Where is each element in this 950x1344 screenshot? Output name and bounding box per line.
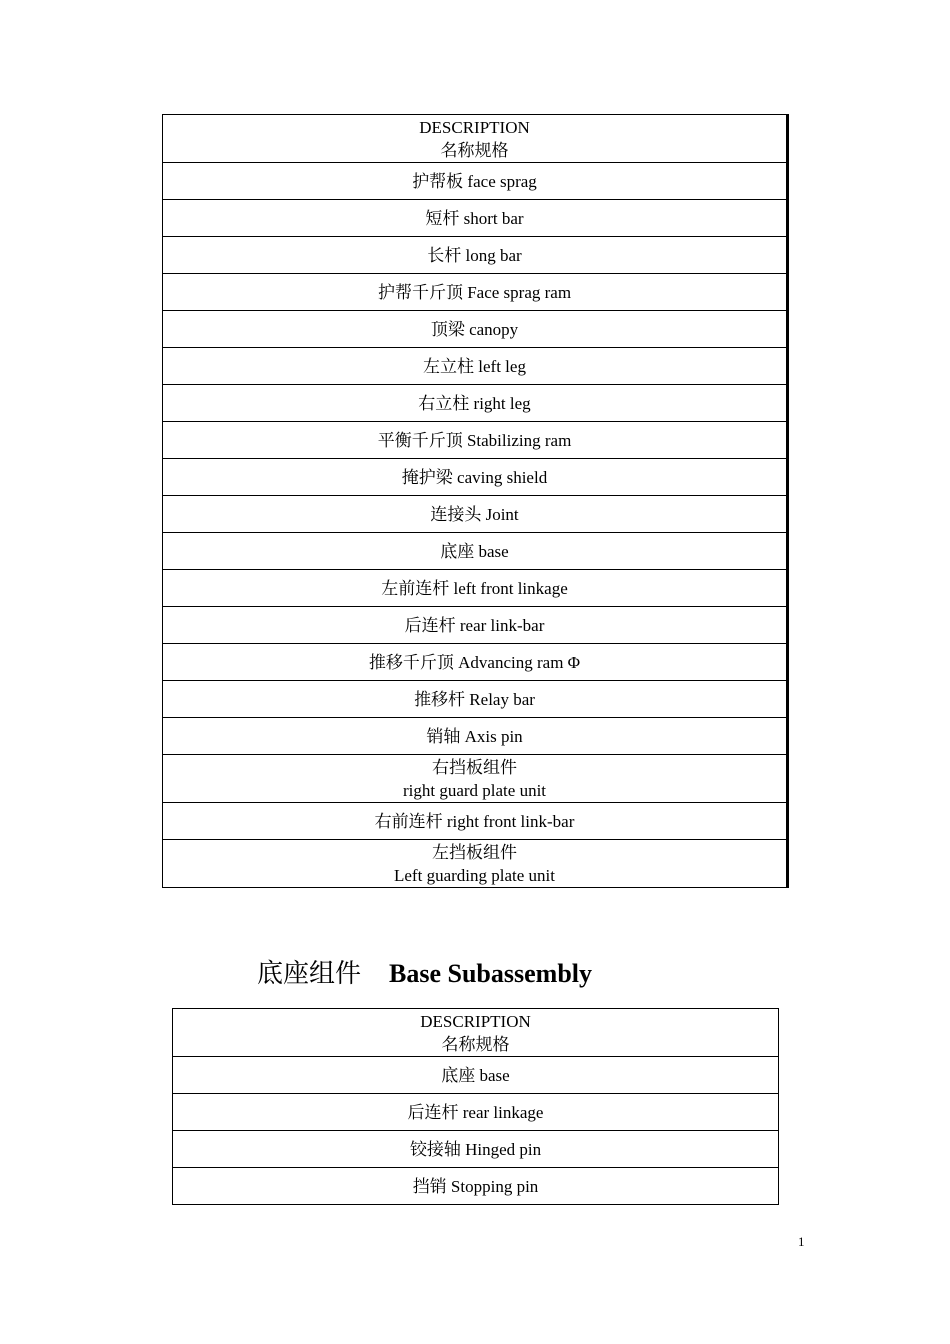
- table-cell: 销轴 Axis pin: [163, 718, 788, 755]
- table-row: [163, 496, 788, 533]
- table-row: [173, 1131, 779, 1168]
- table-cell: 连接头 Joint: [163, 496, 788, 533]
- table-row: [173, 1057, 779, 1094]
- table-row: [173, 1168, 779, 1205]
- header-label-cn: 名称规格: [441, 1034, 510, 1054]
- table-cell: 右前连杆 right front link-bar: [163, 803, 788, 840]
- table-row: [163, 718, 788, 755]
- header-label-en: DESCRIPTION: [420, 1011, 531, 1031]
- section-title-cn: 底座组件: [257, 959, 362, 988]
- table-header-cell: [173, 1009, 779, 1057]
- header-label-en: DESCRIPTION: [419, 117, 530, 137]
- section-title-en: Base Subassembly: [389, 959, 593, 988]
- table-row: [163, 803, 788, 840]
- table-row: [163, 311, 788, 348]
- table-row: [163, 237, 788, 274]
- table-cell: 左前连杆 left front linkage: [163, 570, 788, 607]
- table-cell: 护帮千斤顶 Face sprag ram: [163, 274, 788, 311]
- table-cell: 长杆 long bar: [163, 237, 788, 274]
- section-title: [257, 956, 592, 992]
- table-row: [163, 681, 788, 718]
- table-header-cell: [163, 115, 788, 163]
- table-cell: 右立柱 right leg: [163, 385, 788, 422]
- table-cell: 铰接轴 Hinged pin: [173, 1131, 779, 1168]
- table-row: [163, 755, 788, 803]
- table-row: [163, 200, 788, 237]
- table-row: [163, 385, 788, 422]
- table-row: [163, 274, 788, 311]
- table-cell: 推移千斤顶 Advancing ram Φ: [163, 644, 788, 681]
- table-cell: 推移杆 Relay bar: [163, 681, 788, 718]
- cell-line-en: Left guarding plate unit: [394, 865, 555, 885]
- table-cell: 护帮板 face sprag: [163, 163, 788, 200]
- table-cell: [163, 840, 788, 888]
- table-row: [163, 533, 788, 570]
- table-cell: 后连杆 rear link-bar: [163, 607, 788, 644]
- page-number: 1: [798, 1234, 805, 1249]
- table-cell: 顶梁 canopy: [163, 311, 788, 348]
- table-row: [163, 840, 788, 888]
- description-table-1: [162, 114, 789, 888]
- description-table-2: [172, 1008, 779, 1205]
- table-cell: 左立柱 left leg: [163, 348, 788, 385]
- table-cell: 短杆 short bar: [163, 200, 788, 237]
- table-row: [163, 163, 788, 200]
- table-cell: 后连杆 rear linkage: [173, 1094, 779, 1131]
- header-label-cn: 名称规格: [440, 140, 509, 160]
- table-row: [163, 607, 788, 644]
- table-row: [163, 644, 788, 681]
- table-row: [173, 1094, 779, 1131]
- table-cell: 底座 base: [163, 533, 788, 570]
- table-cell: 平衡千斤顶 Stabilizing ram: [163, 422, 788, 459]
- table-cell: 挡销 Stopping pin: [173, 1168, 779, 1205]
- table-header-row: [163, 115, 788, 163]
- cell-line-cn: 右挡板组件: [432, 757, 517, 777]
- table-header-row: [173, 1009, 779, 1057]
- table-row: [163, 459, 788, 496]
- cell-line-en: right guard plate unit: [402, 780, 547, 800]
- table-row: [163, 422, 788, 459]
- table-cell: 底座 base: [173, 1057, 779, 1094]
- cell-line-cn: 左挡板组件: [432, 842, 517, 862]
- table-cell: 掩护梁 caving shield: [163, 459, 788, 496]
- table-row: [163, 570, 788, 607]
- table-row: [163, 348, 788, 385]
- table-cell: [163, 755, 788, 803]
